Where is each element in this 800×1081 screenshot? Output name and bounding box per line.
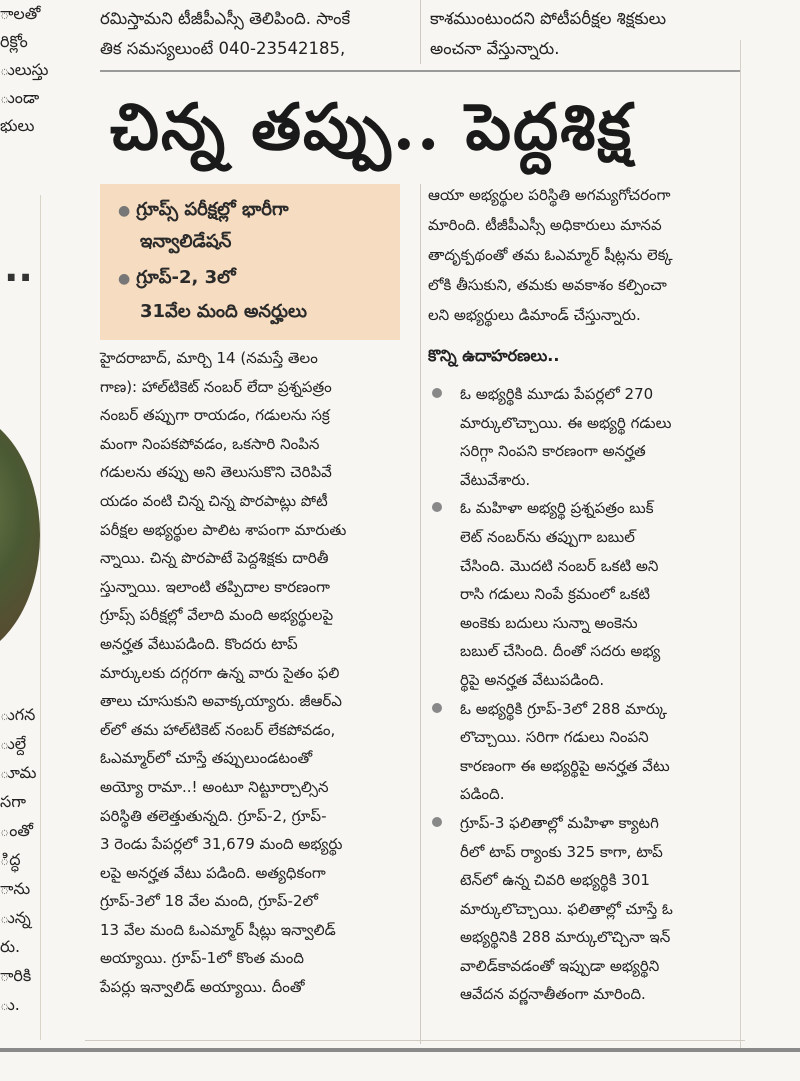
left-fragment: ిద్ధ — [0, 850, 21, 869]
example-line: ఓ మహిళా అభ్యర్థి ప్రశ్నపత్రం బుక్ — [460, 499, 654, 518]
highlight-item — [118, 196, 289, 225]
example-line: గ్రూప్-3 ఫలితాల్లో మహిళా క్యాటగి — [460, 813, 659, 832]
body-line: 13 వేల మంది ఓఎమ్మార్ షీట్లు ఇన్వాలిడ్ — [100, 920, 336, 939]
body-line: గ్రూప్స్ పరీక్షల్లో వేలాది మంది అభ్యర్థులపై — [100, 606, 334, 625]
left-fragment: ాలతో — [0, 4, 41, 23]
example-item — [428, 809, 733, 1009]
left-fragment: భులు — [0, 116, 35, 135]
bullet-icon — [432, 817, 442, 827]
body-line: మంగా నింపకపోవడం, ఒకసారి నింపిన — [100, 434, 320, 453]
top-strip-line: కాశముంటుందని పోటీపరీక్షల శిక్షకులు — [430, 9, 667, 28]
highlight-item-continued — [140, 298, 307, 326]
example-line: రాసి గడులు నింపే క్రమంలో ఒకటి — [460, 585, 650, 604]
highlight-line: ఇన్వాలిడేషన్ — [140, 231, 232, 252]
body-line: పరిస్థితి తలెత్తుతున్నది. గ్రూప్-2, గ్రూప్- — [100, 806, 327, 825]
example-line: బబుల్ చేసింది. దీంతో సదరు అభ్య — [460, 642, 661, 661]
highlight-item-continued — [140, 228, 231, 256]
left-fragment: ు. — [0, 995, 20, 1014]
left-photo — [0, 410, 40, 660]
highlight-box — [100, 184, 400, 340]
example-line: పడింది. — [460, 785, 505, 804]
example-line: అంకెకు బదులు సున్నా అంకెను — [460, 613, 638, 632]
top-strip-line: రమిస్తామని టీజీపీఎస్సీ తెలిపింది. సాంకే — [100, 9, 351, 28]
body-line: స్తున్నాయి. ఇలాంటి తప్పిదాల కారణంగా — [100, 577, 330, 596]
example-line: ఓ అభ్యర్థికి గ్రూప్-3లో 288 మార్కు — [460, 699, 667, 718]
left-fragment: ారికి — [0, 966, 32, 985]
example-line: మార్కులొచ్చాయి. ఫలితాల్లో చూస్తే ఓ — [460, 899, 673, 918]
example-line: లెట్ నంబర్‌ను తప్పుగా బబుల్ — [460, 527, 635, 546]
example-line: మార్కులొచ్చాయి. ఈ అభ్యర్థి గడులు — [460, 413, 672, 432]
body-line: ఓఎమ్మార్‌లో చూస్తే తప్పులుండటంతో — [100, 749, 313, 768]
example-item — [428, 380, 733, 494]
body-line: గాణ): హాల్‌టికెట్ నంబర్ లేదా ప్రశ్నపత్రం — [100, 377, 332, 396]
body-line: లపై అనర్హత వేటు పడింది. అత్యధికంగా — [100, 863, 326, 882]
body-line: అయ్యో రామా..! అంటూ నిట్టూర్చాల్సిన — [100, 777, 329, 796]
bullet-icon — [432, 388, 442, 398]
left-ellipsis: .. — [4, 246, 33, 290]
body-line: గ్రూప్-3లో 18 వేల మంది, గ్రూప్-2లో — [100, 892, 318, 911]
example-line: టెన్‌లో ఉన్న చివరి అభ్యర్థికి 301 — [460, 871, 650, 890]
example-item — [428, 494, 733, 694]
highlight-item — [118, 264, 236, 293]
top-rule — [100, 70, 740, 72]
article-headline: చిన్న తప్పు.. పెద్దశిక్ష — [110, 90, 633, 165]
body-line: పరీక్షల అభ్యర్థుల పాలిట శాపంగా మారుతు — [100, 520, 347, 539]
body-line: లని అభ్యర్థులు డిమాండ్ చేస్తున్నారు. — [428, 306, 641, 324]
left-fragment: ుల్దే — [0, 734, 27, 753]
body-line: అనర్హత వేటుపడింది. కొందరు టాప్ — [100, 634, 298, 653]
body-line: తాదృక్పథంతో తమ ఓఎమ్మార్ షీట్లను లెక్క — [428, 246, 673, 264]
left-fragment: ాను — [0, 879, 31, 898]
body-line: న్నాయి. చిన్న పొరపాటే పెద్దశిక్షకు దారితీ — [100, 549, 329, 568]
example-line: కారణంగా ఈ అభ్యర్థిపై అనర్హత వేటు — [460, 756, 670, 775]
top-strip-line: అంచనా వేస్తున్నారు. — [430, 39, 560, 58]
top-strip-line: తిక సమస్యలుంటే 040-23542185, — [100, 39, 346, 58]
left-fragment: ంతో — [0, 821, 33, 840]
bottom-page-rule — [0, 1048, 800, 1052]
left-fragment: ూమ — [0, 763, 37, 782]
left-fragment: ులుస్తు — [0, 60, 49, 79]
example-line: ఆవేదన వర్ణనాతీతంగా మారింది. — [460, 985, 646, 1004]
left-column-divider — [40, 195, 41, 1040]
left-column-top-text — [0, 0, 49, 140]
example-line: ర్థిపై అనర్హత వేటుపడింది. — [460, 670, 605, 689]
left-column-bottom-text — [0, 700, 40, 1019]
example-line: అభ్యర్థినికి 288 మార్కులొచ్చినా ఇన్ — [460, 928, 671, 947]
example-line: వాలిడ్‌కావడంతో ఇప్పుడా అభ్యర్థిని — [460, 956, 660, 975]
left-fragment: రు. — [0, 937, 21, 956]
body-line: అయ్యాయి. గ్రూప్-1లో కొంత మంది — [100, 949, 304, 968]
bullet-icon — [432, 502, 442, 512]
body-line: పేపర్లు ఇన్వాలిడ్ అయ్యాయి. దీంతో — [100, 978, 305, 997]
article-body-right-top — [428, 180, 728, 330]
body-line: ల్‌లో తమ హాల్‌టికెట్ నంబర్ లేకపోవడం, — [100, 720, 336, 739]
example-line: ఓ అభ్యర్థికి మూడు పేపర్లలో 270 — [460, 385, 654, 403]
highlight-line: గ్రూప్-2, 3లో — [136, 267, 236, 288]
example-item — [428, 695, 733, 809]
bullet-icon: ● — [118, 271, 131, 287]
examples-heading: కొన్ని ఉదాహరణలు.. — [428, 346, 560, 365]
body-line: ఆయా అభ్యర్థుల పరిస్థితి అగమ్యగోచరంగా — [428, 186, 671, 204]
examples-list — [428, 380, 733, 1009]
body-line: 3 రెండు పేపర్లలో 31,679 మంది అభ్యర్థు — [100, 835, 343, 854]
left-fragment: ున్న — [0, 908, 31, 927]
bottom-inner-rule — [85, 1040, 745, 1041]
example-line: సరిగ్గా నింపని కారణంగా అనర్హత — [460, 442, 646, 461]
article-body-left — [100, 344, 412, 1002]
example-line: చేసింది. మొదటి నంబర్ ఒకటి అని — [460, 556, 659, 575]
top-strip-divider — [420, 0, 421, 64]
left-fragment: రిక్లోం — [0, 32, 28, 51]
example-line: లొచ్చాయి. సరిగా గడులు నింపని — [460, 728, 649, 747]
top-strip-column-1 — [100, 4, 420, 64]
body-line: నంబర్ తప్పుగా రాయడం, గడులను సక్ర — [100, 406, 330, 425]
body-line: తాలు చూసుకుని అవాక్కయ్యారు. జీఆర్ఎ — [100, 692, 342, 711]
left-fragment: సగా — [0, 792, 26, 811]
highlight-line: 31వేల మంది అనర్హులు — [140, 301, 307, 322]
example-line: వేటువేశారు. — [460, 470, 531, 489]
body-line: మారింది. టీజీపీఎస్సీ అధికారులు మానవ — [428, 216, 662, 234]
bullet-icon — [432, 703, 442, 713]
body-line: లోకి తీసుకుని, తమకు అవకాశం కల్పించా — [428, 276, 667, 294]
left-fragment: ుగన — [0, 705, 36, 724]
bullet-icon: ● — [118, 203, 131, 219]
column-divider — [420, 184, 421, 1044]
example-line: రీలో టాప్ ర్యాంకు 325 కాగా, టాప్ — [460, 842, 663, 861]
right-page-border — [740, 40, 741, 1050]
body-line: గడులను తప్పు అని తెలుసుకొని చెరిపివే — [100, 463, 332, 482]
left-fragment: ుండా — [0, 88, 40, 107]
body-line: హైదరాబాద్, మార్చి 14 (నమస్తే తెలం — [100, 349, 318, 367]
body-line: యడం వంటి చిన్న చిన్న పొరపాట్లు పోటీ — [100, 491, 328, 510]
highlight-line: గ్రూప్స్ పరీక్షల్లో భారీగా — [136, 199, 289, 220]
body-line: మార్కులకు దగ్గరగా ఉన్న వారు సైతం ఫలి — [100, 663, 340, 682]
top-strip-column-2 — [430, 4, 730, 64]
